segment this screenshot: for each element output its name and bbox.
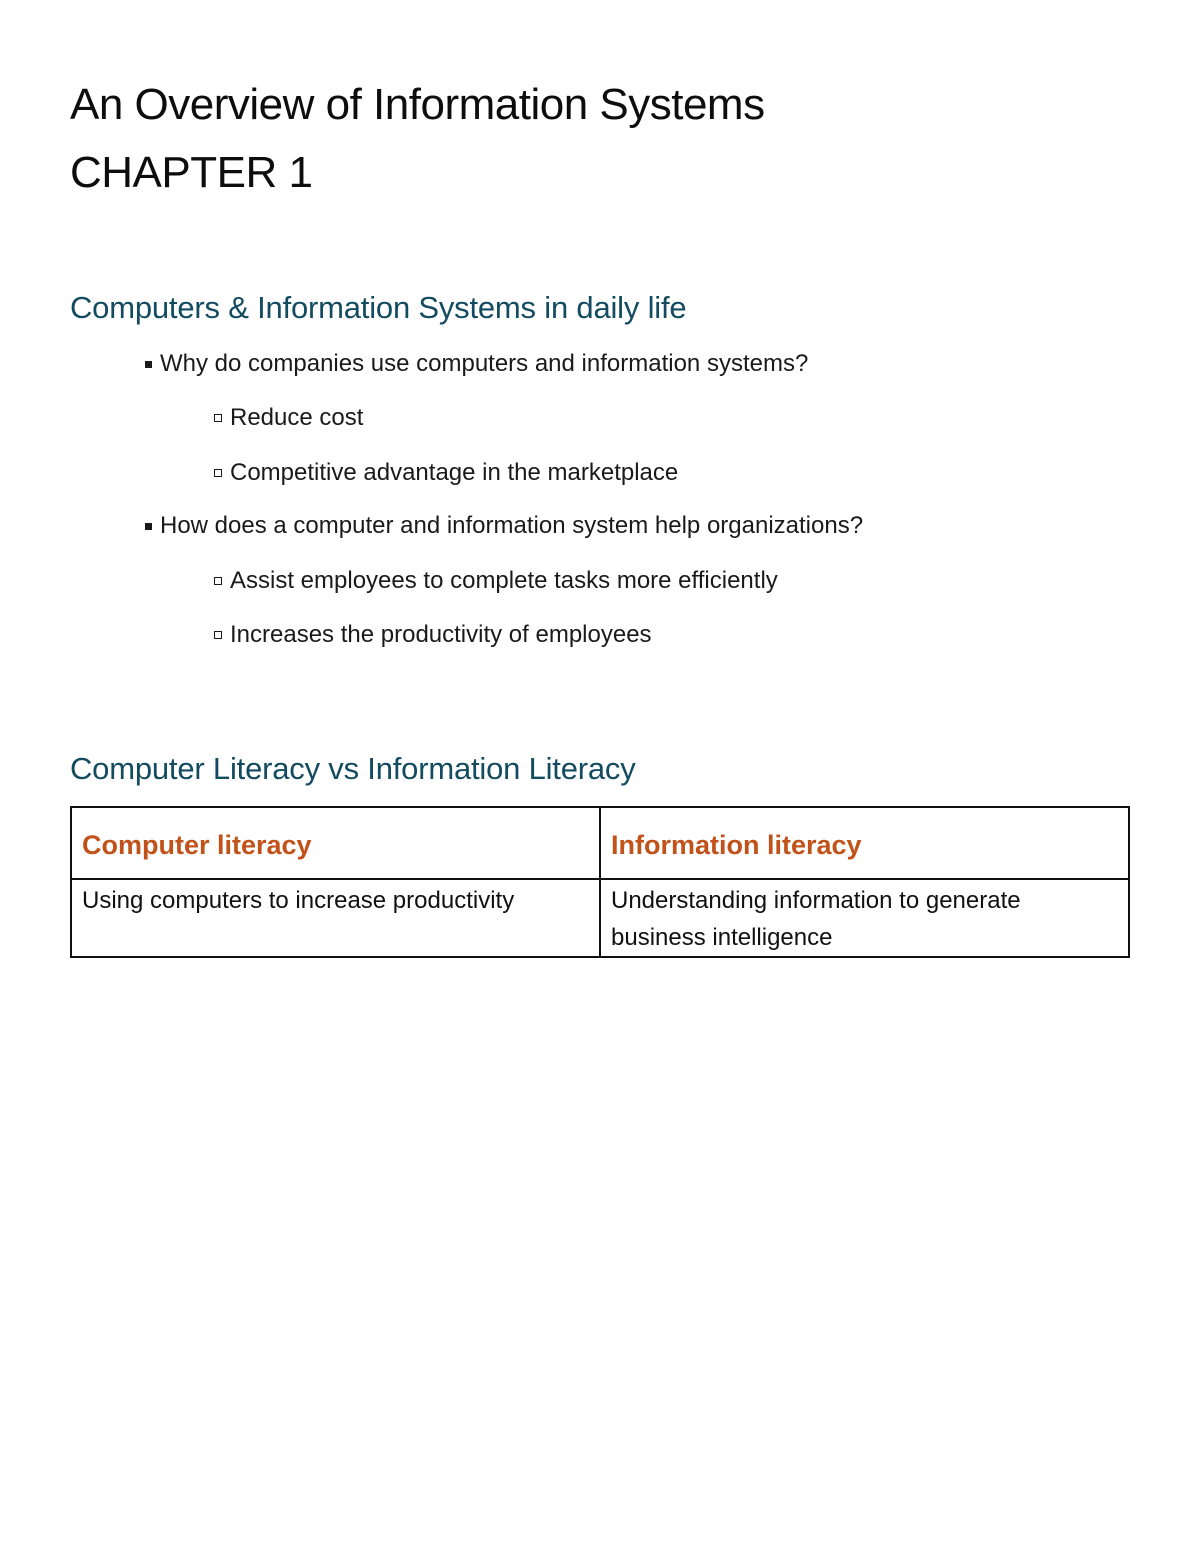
table-row xyxy=(71,879,1129,957)
table-cell: Using computers to increase productivity xyxy=(71,879,600,957)
list-item xyxy=(214,567,778,595)
list-item xyxy=(145,350,808,378)
list-item xyxy=(214,621,652,649)
list-item-text: Increases the productivity of employees xyxy=(230,621,652,648)
hollow-square-bullet-icon xyxy=(214,631,222,639)
list-item-text: How does a computer and information system help organizations? xyxy=(160,512,864,539)
literacy-comparison-table xyxy=(70,806,1130,958)
hollow-square-bullet-icon xyxy=(214,414,222,422)
section-heading-daily-life: Computers & Information Systems in daily life xyxy=(70,290,687,325)
table-cell: Understanding information to generate business intelligence xyxy=(600,879,1129,957)
list-item xyxy=(214,404,363,432)
table-header-row xyxy=(71,807,1129,879)
table-header-cell: Computer literacy xyxy=(71,807,600,879)
list-item-text: Reduce cost xyxy=(230,404,364,431)
square-bullet-icon xyxy=(145,523,152,530)
hollow-square-bullet-icon xyxy=(214,469,222,477)
hollow-square-bullet-icon xyxy=(214,577,222,585)
document-title: An Overview of Information Systems xyxy=(70,80,765,129)
square-bullet-icon xyxy=(145,361,152,368)
list-item-text: Competitive advantage in the marketplace xyxy=(230,459,679,486)
table-header-cell: Information literacy xyxy=(600,807,1129,879)
list-item xyxy=(145,512,863,540)
list-item-text: Why do companies use computers and information systems? xyxy=(160,350,809,377)
chapter-label: CHAPTER 1 xyxy=(70,148,313,197)
list-item xyxy=(214,459,678,487)
section-heading-literacy: Computer Literacy vs Information Literacy xyxy=(70,751,636,786)
list-item-text: Assist employees to complete tasks more efficiently xyxy=(230,567,778,594)
